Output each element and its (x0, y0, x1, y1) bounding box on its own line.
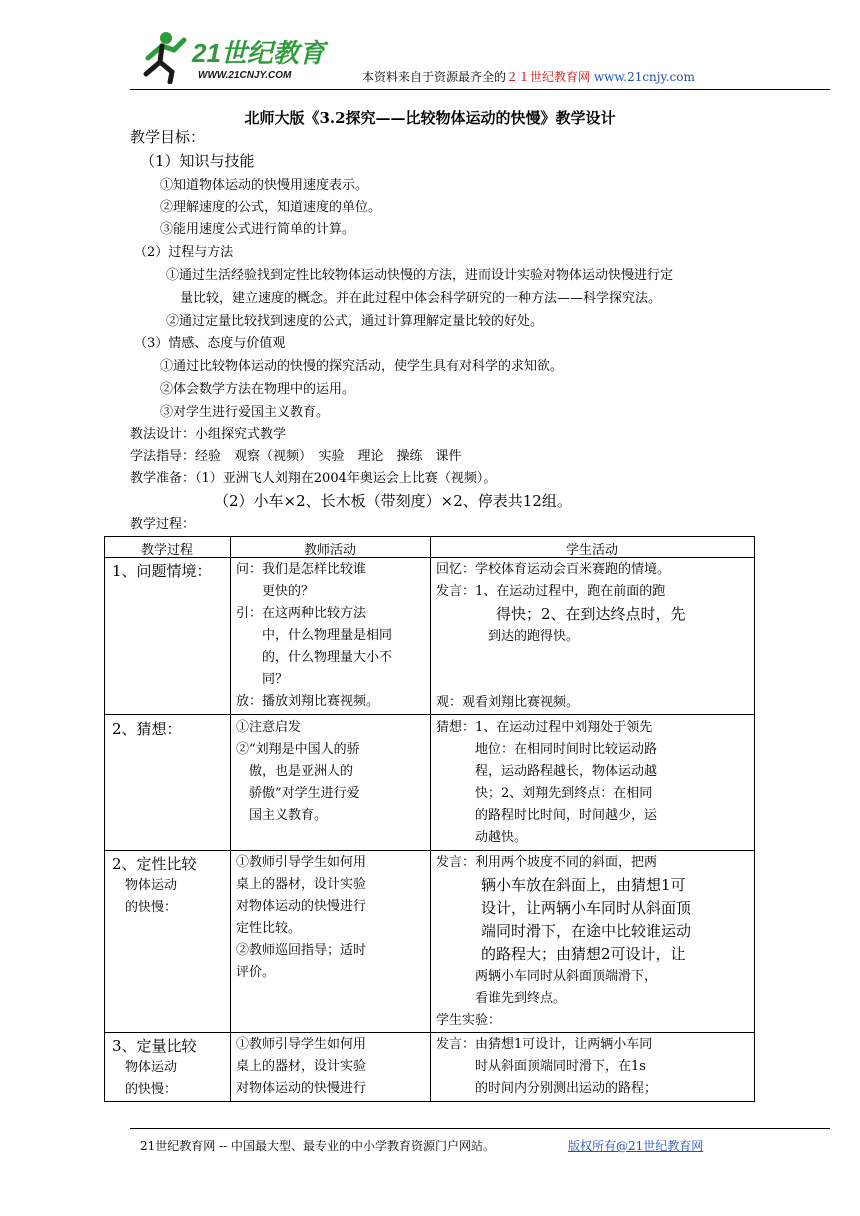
process-method-item: ①通过生活经验找到定性比较物体运动快慢的方法，进而设计实验对物体运动快慢进行定 (166, 268, 674, 283)
footer-divider (130, 1128, 830, 1129)
teaching-method: 教法设计：小组探究式教学 (130, 427, 287, 442)
teacher-line: 桌上的器材，设计实验 (236, 877, 367, 892)
runner-logo-icon (140, 28, 340, 84)
process-heading: 教学过程： (130, 517, 196, 532)
teacher-line: 对物体运动的快慢进行 (236, 1081, 367, 1096)
student-line: 发言：1、在运动过程中，跑在前面的跑 (436, 584, 666, 599)
knowledge-item: ③能用速度公式进行简单的计算。 (160, 222, 356, 237)
table-row-stage (112, 560, 212, 582)
teacher-line: 桌上的器材，设计实验 (236, 1059, 367, 1074)
student-line: 辆小车放在斜面上，由猜想1可 (436, 876, 686, 894)
teacher-line: 中，什么物理量是相同 (236, 628, 393, 643)
teacher-line: 的，什么物理量大小不 (236, 650, 393, 665)
teacher-line: 同？ (236, 672, 289, 687)
student-line (436, 670, 686, 692)
student-line: 两辆小车同时从斜面顶端滑下， (436, 969, 658, 984)
document-title: 北师大版《3.2探究——比较物体运动的快慢》教学设计 (244, 109, 616, 127)
student-line: 学生实验： (436, 1013, 502, 1028)
student-line: 发言：由猜想1可设计，让两辆小车同 (436, 1037, 653, 1052)
teacher-line: 骄傲”对学生进行爱 (236, 786, 360, 801)
header-divider (130, 89, 830, 90)
site-logo (140, 28, 340, 84)
teacher-line: 问：我们是怎样比较谁 (236, 562, 367, 577)
student-line: 的时间内分别测出运动的路程； (436, 1081, 658, 1096)
student-line: 得快；2、在到达终点时，先 (436, 605, 686, 623)
table-row-student (436, 1034, 657, 1100)
values-heading: （3）情感、态度与价值观 (134, 336, 286, 351)
stage-line: 2、定性比较 (112, 855, 197, 873)
copyright-link[interactable]: 版权所有@21世纪教育网 (568, 1139, 704, 1153)
table-row-stage (112, 853, 197, 919)
table-row-teacher (236, 852, 366, 984)
teacher-line: 定性比较。 (236, 921, 302, 936)
values-item: ③对学生进行爱国主义教育。 (160, 405, 330, 420)
column-header: 教学过程 (140, 543, 193, 558)
student-line: 到达的跑得快。 (436, 629, 580, 644)
stage-line: 物体运动 (112, 878, 178, 893)
learning-guidance: 学法指导：经验 观察（视频） 实验 理论 操练 课件 (130, 449, 462, 464)
student-line: 发言：利用两个坡度不同的斜面，把两 (436, 855, 658, 870)
student-line: 程，运动路程越长，物体运动越 (436, 764, 658, 779)
stage-line: 2、猜想： (112, 720, 182, 738)
teacher-line: 更快的？ (236, 584, 315, 599)
table-row-teacher (236, 1034, 366, 1100)
student-line: 回忆：学校体育运动会百米赛跑的情境。 (436, 562, 671, 577)
teacher-line: 国主义教育。 (236, 808, 328, 823)
stage-line: 1、问题情境： (112, 562, 212, 580)
table-row-student (436, 717, 657, 849)
table-row-student (436, 559, 686, 714)
teaching-prep-2: （2）小车×2、长木板（带刻度）×2、停表共12组。 (214, 492, 572, 510)
process-method-item: 量比较，建立速度的概念。并在此过程中体会科学研究的一种方法——科学探究法。 (180, 291, 662, 306)
teacher-line: 对物体运动的快慢进行 (236, 899, 367, 914)
student-line: 看谁先到终点。 (436, 991, 567, 1006)
footer-text: 21世纪教育网 -- 中国最大型、最专业的中小学教育资源门户网站。 (140, 1139, 496, 1153)
knowledge-item: ②理解速度的公式，知道速度的单位。 (160, 200, 382, 215)
teacher-line: 评价。 (236, 965, 276, 980)
student-line: 快；2、刘翔先到终点：在相同 (436, 786, 653, 801)
objectives-heading: 教学目标： (130, 128, 206, 146)
header-site-link[interactable]: www.21cnjy.com (593, 70, 695, 84)
table-row-stage (112, 1035, 197, 1101)
teaching-prep-1: 教学准备：（1）亚洲飞人刘翔在2004年奥运会上比赛（视频）。 (130, 471, 497, 486)
header-site-name[interactable]: ２１世纪教育网 (506, 70, 591, 84)
teacher-line: ①注意启发 (236, 720, 302, 735)
logo-text: 21世纪教育 (192, 38, 325, 68)
knowledge-item: ①知道物体运动的快慢用速度表示。 (160, 178, 369, 193)
stage-line: 的快慢： (112, 1082, 178, 1097)
stage-line: 3、定量比较 (112, 1037, 197, 1055)
teacher-line: ②“刘翔是中国人的骄 (236, 742, 360, 757)
process-method-heading: （2）过程与方法 (134, 245, 234, 260)
header-note (362, 68, 695, 85)
table-row-student (436, 852, 691, 1032)
column-header: 学生活动 (565, 543, 618, 558)
teacher-line: ②教师巡回指导；适时 (236, 943, 367, 958)
student-line: 观：观看刘翔比赛视频。 (436, 695, 580, 710)
student-line: 动越快。 (436, 830, 528, 845)
student-line (436, 648, 686, 670)
values-item: ②体会数学方法在物理中的运用。 (160, 382, 356, 397)
column-header: 教师活动 (303, 543, 356, 558)
lesson-process-table (104, 536, 755, 1102)
teacher-line: ①教师引导学生如何用 (236, 855, 367, 870)
table-row-stage (112, 718, 182, 740)
student-line: 的路程大；由猜想2可设计，让 (436, 945, 686, 963)
table-row-teacher (236, 717, 360, 827)
table-row-teacher (236, 559, 392, 713)
logo-url: WWW.21CNJY.COM (198, 70, 292, 81)
header-note-prefix: 本资料来自于资源最齐全的 (362, 70, 507, 84)
teacher-line: ①教师引导学生如何用 (236, 1037, 367, 1052)
student-line: 地位：在相同时间时比较运动路 (436, 742, 658, 757)
values-item: ①通过比较物体运动的快慢的探究活动，使学生具有对科学的求知欲。 (160, 359, 564, 374)
teacher-line: 引：在这两种比较方法 (236, 606, 367, 621)
knowledge-heading: （1）知识与技能 (140, 152, 255, 170)
student-line: 端同时滑下，在途中比较谁运动 (436, 922, 692, 940)
teacher-line: 放：播放刘翔比赛视频。 (236, 694, 380, 709)
process-method-item: ②通过定量比较找到速度的公式，通过计算理解定量比较的好处。 (166, 314, 544, 329)
stage-line: 的快慢： (112, 900, 178, 915)
stage-line: 物体运动 (112, 1060, 178, 1075)
student-line: 猜想：1、在运动过程中刘翔处于领先 (436, 720, 653, 735)
student-line: 的路程时比时间，时间越少，运 (436, 808, 658, 823)
student-line: 时从斜面顶端同时滑下，在1s (436, 1059, 646, 1074)
teacher-line: 傲，也是亚洲人的 (236, 764, 354, 779)
student-line: 设计，让两辆小车同时从斜面顶 (436, 899, 692, 917)
